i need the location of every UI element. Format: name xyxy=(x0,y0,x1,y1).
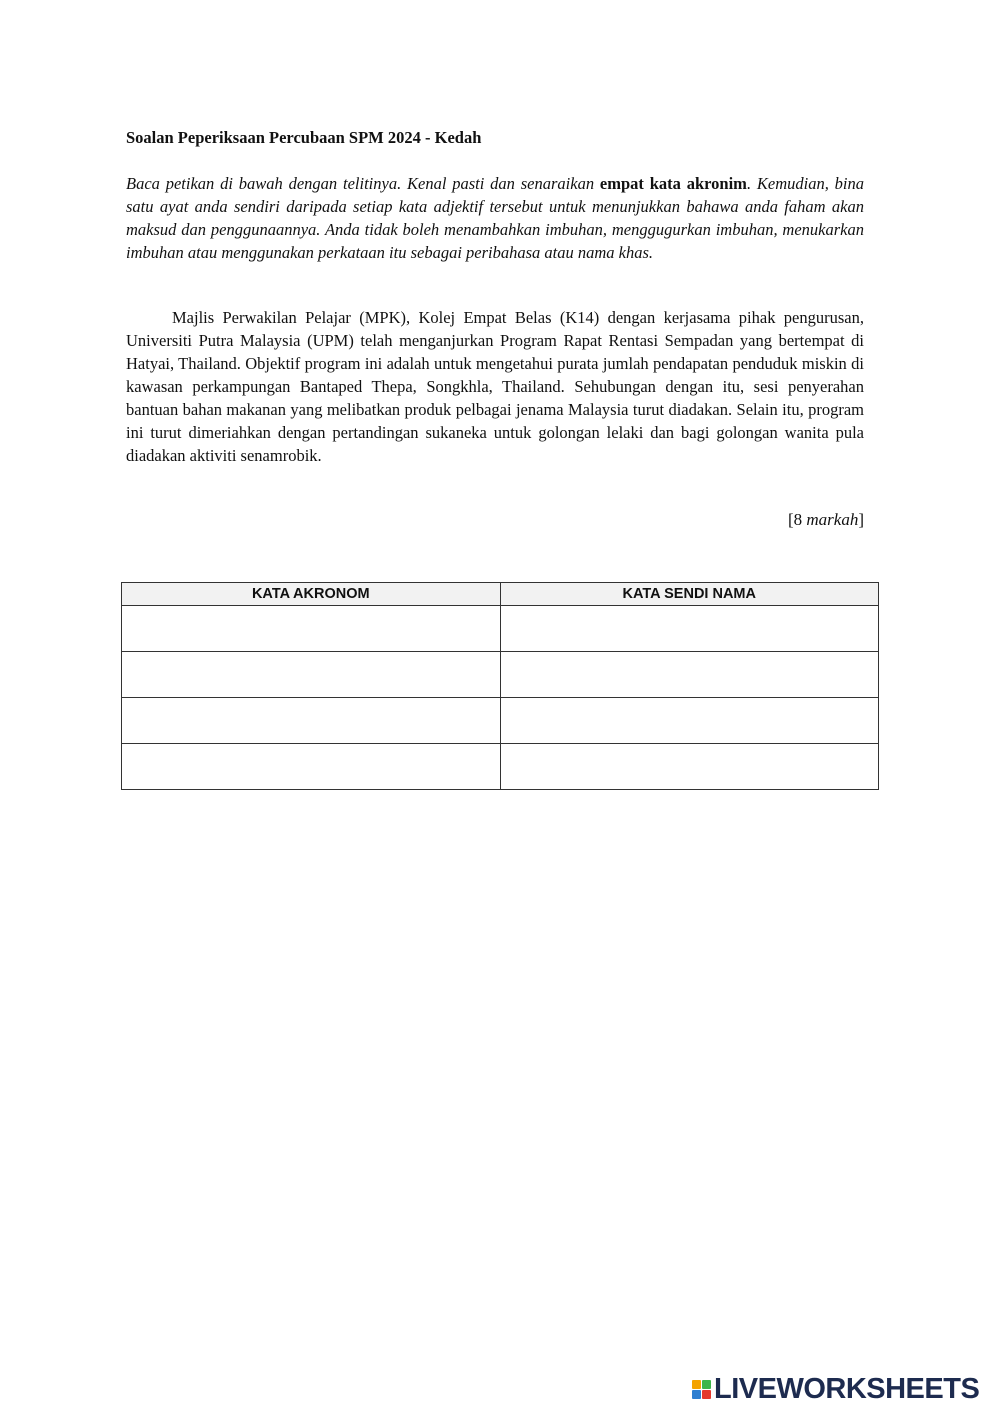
column-header-akronim: KATA AKRONOM xyxy=(122,583,501,606)
reading-passage: Majlis Perwakilan Pelajar (MPK), Kolej Empat Belas (K14) dengan kerjasama pihak pengurusan, Universiti Putra Malaysia (UPM) telah menganjurkan Program Rapat Rentasi Sempadan yang bertempat di Hatyai, Thailand. Objektif program ini adalah untuk mengetahui purata jumlah pendapatan penduduk miskin di kawasan perkampungan Bantaped Thepa, Songkhla, Thailand. Sehubungan dengan itu, sesi penyerahan bantuan bahan makanan yang melibatkan produk pelbagai jenama Malaysia turut diadakan. Selain itu, program ini turut dimeriahkan dengan pertandingan sukaneka untuk golongan lelaki dan bagi golongan wanita pula diadakan aktiviti senamrobik. xyxy=(126,308,864,465)
answer-cell[interactable] xyxy=(122,606,501,652)
answer-cell[interactable] xyxy=(122,698,501,744)
logo-icon xyxy=(692,1380,711,1399)
instruction-text xyxy=(126,172,864,264)
logo-square xyxy=(692,1390,701,1399)
table-row xyxy=(122,744,879,790)
answer-cell[interactable] xyxy=(500,652,879,698)
answer-cell[interactable] xyxy=(122,652,501,698)
answer-cell[interactable] xyxy=(500,606,879,652)
answer-cell[interactable] xyxy=(500,744,879,790)
marks-word: markah xyxy=(806,510,859,529)
logo-square xyxy=(692,1380,701,1389)
page-title: Soalan Peperiksaan Percubaan SPM 2024 - Kedah xyxy=(126,128,482,147)
instruction-part-1: Baca petikan di bawah dengan telitinya. Kenal pasti dan senaraikan xyxy=(126,174,600,193)
table-row xyxy=(122,652,879,698)
table-row xyxy=(122,698,879,744)
marks-label xyxy=(788,510,864,530)
answer-table xyxy=(121,582,879,790)
marks-open: [8 xyxy=(787,510,807,529)
logo-square xyxy=(702,1390,711,1399)
answer-cell[interactable] xyxy=(500,698,879,744)
table-header-row xyxy=(122,583,879,606)
answer-cell[interactable] xyxy=(122,744,501,790)
marks-close: ] xyxy=(858,510,864,529)
column-header-sendi-nama: KATA SENDI NAMA xyxy=(500,583,879,606)
logo-text: LIVEWORKSHEETS xyxy=(714,1372,980,1405)
instruction-part-2: . Kemudian, bina satu ayat anda sendiri daripada setiap kata adjektif tersebut untuk menunjukkan bahawa anda faham akan maksud dan penggunaannya. Anda tidak boleh menambahkan imbuhan, menggugurkan imbuhan, menukarkan imbuhan atau menggunakan perkataan itu sebagai peribahasa atau nama khas. xyxy=(126,174,865,262)
table-row xyxy=(122,606,879,652)
liveworksheets-logo xyxy=(692,1373,979,1405)
logo-square xyxy=(702,1380,711,1389)
instruction-emphasis: empat kata akronim xyxy=(599,174,747,193)
